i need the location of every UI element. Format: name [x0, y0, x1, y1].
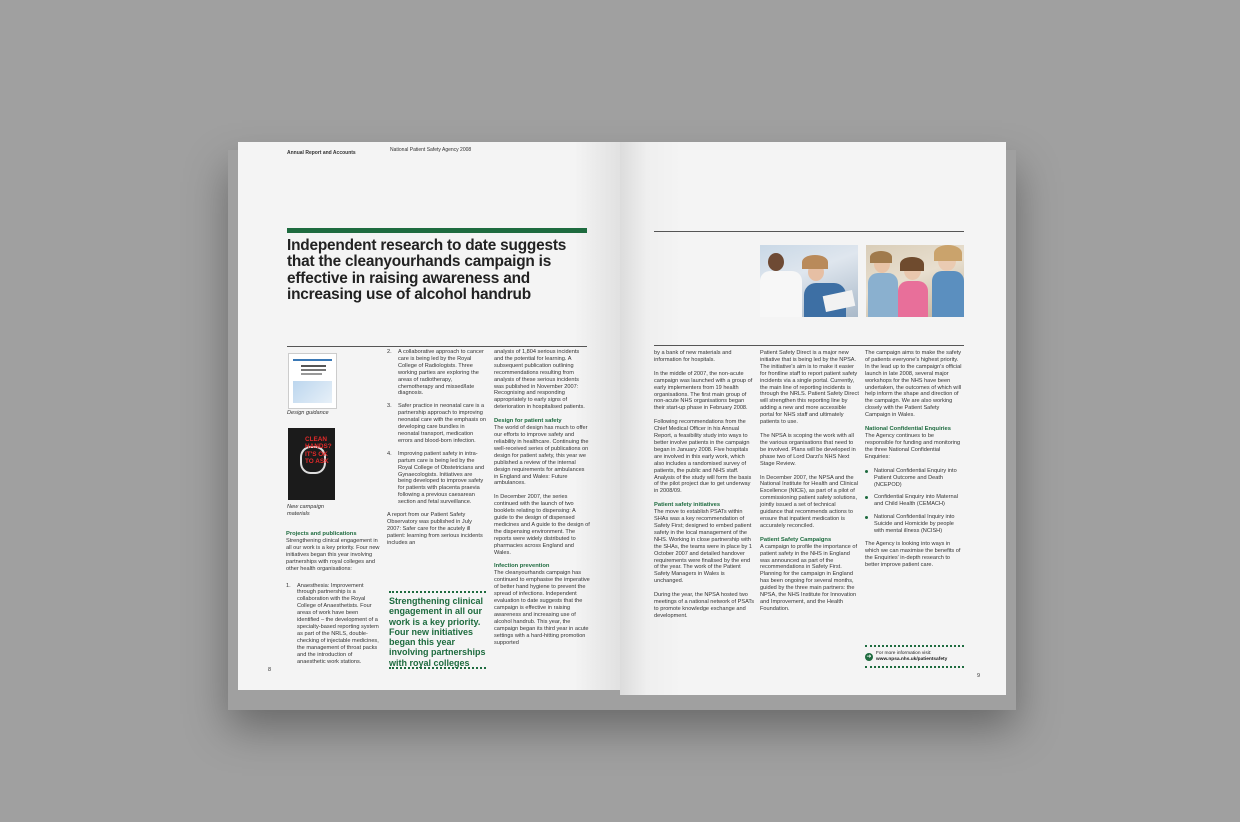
col3-heading: National Confidential Enquiries: [865, 426, 951, 433]
col1-paragraph: In the middle of 2007, the non-acute campaign was launched with a group of early implementers from 19 health organisations. The first main group of non-acute NHS organisations began their start-up phase in February 2008.: [654, 370, 753, 412]
section-rule: [654, 345, 964, 346]
arrow-right-icon: ➜: [866, 653, 872, 660]
photo-nurses: [866, 245, 964, 317]
col2-paragraph: A report from our Patient Safety Observatory was published in July 2007: Safer care for the acutely ill patient: learning from serious incidents includes an: [387, 512, 483, 546]
col3-paragraph: The Agency continues to be responsible for funding and monitoring the three National Confidential Enquiries:: [865, 433, 961, 460]
pull-quote-rule-top: [389, 591, 486, 593]
cover2-text: CLEAN HANDS? IT'S OK TO ASK: [305, 436, 332, 466]
photo-doctor-patient: [760, 245, 858, 317]
col1-intro: Strengthening clinical engagement in all our work is a key priority. Four new initiatives began this year involving partnerships with royal colleges and other health organisations:: [286, 538, 380, 572]
left-column-1: [286, 531, 382, 671]
list-item: 2. A collaborative approach to cancer care is being led by the Royal College of Radiologists. Three working parties are exploring the areas of radiotherapy, chemotherapy and missed/late diagnosis.: [387, 349, 484, 397]
more-info-rule-bottom: [865, 666, 964, 668]
col2-paragraph: Patient Safety Direct is a major new initiative that is being led by the NPSA. The initiative's aim is to make it easier for frontline staff to report patient safety incidents via a single portal. Currently, the main line of reporting incidents is through the NRLS. Patient Safety Direct will strengthen this reporting line by adding a new and more accessible portal for NHS staff and ultimately patients to use.: [760, 350, 859, 426]
headline-rule: [287, 228, 587, 233]
cover1-caption: Design guidance: [287, 410, 329, 416]
bullet-item: Confidential Enquiry into Maternal and Child Health (CEMACH): [865, 494, 964, 508]
col2-paragraph: The NPSA is scoping the work with all the various organisations that need to be involved. Plans will be developed in phase two of Lord Darzi's NHS Next Stage Review.: [760, 432, 856, 467]
page-number: 8: [268, 667, 272, 673]
col1-paragraph: The move to establish PSATs within SHAs was a key recommendation of Safety First; designed to embed patient safety in the local management of the NHS. Working in close partnership with the SHAs, the teams were in place by 1 October 2007 and detailed handover requirements were finalised by the end of the year. The work of the Patient Safety Managers in Wales is unchanged.: [654, 509, 752, 585]
col1-paragraph: by a bank of new materials and information for hospitals.: [654, 350, 732, 363]
col3-paragraph: analysis of 1,804 serious incidents and the potential for learning. A subsequent publication outlining recommendations resulting from analysis of these serious incidents was published in November 2007: Recognising and responding appropriately to early signs of deterioration in hospitalised patients.: [494, 349, 585, 411]
col3-paragraph: The world of design has much to offer our efforts to improve safety and reliability in healthcare. Continuing the well-received series of publications on design for patient safety, this year we published a review of the internal design requirements for ambulances in England and Wales: Future ambulances.: [494, 425, 589, 487]
pull-quote-rule-bottom: [389, 667, 486, 669]
col1-heading: Patient safety initiatives: [654, 502, 721, 509]
page-headline: Independent research to date suggests that the cleanyourhands campaign is effective in raising awareness and increasing use of alcohol handrub: [287, 237, 567, 304]
col1-paragraph: During the year, the NPSA hosted two meetings of a national network of PSATs to promote knowledge exchange and development.: [654, 592, 755, 619]
running-head-bold: Annual Report and Accounts: [287, 150, 356, 156]
left-column-2: [387, 349, 486, 547]
col2-heading: Patient Safety Campaigns: [760, 536, 832, 543]
more-info-label: For more information visit:: [876, 651, 932, 656]
list-item: 4. Improving patient safety in intra-partum care is being led by the Royal College of Obstetricians and Gynaecologists. Initiatives are being developed to improve safety for patients with placenta praevia following a previous caesarean section and fetal surveillance.: [387, 450, 485, 506]
more-info-rule-top: [865, 645, 964, 647]
campaign-materials-cover: [288, 428, 335, 500]
right-column-3: [865, 350, 964, 569]
col1-paragraph: Following recommendations from the Chief Medical Officer in his Annual Report, a feasibility study into ways to better involve patients in the campaign began in January 2008. Five hospitals are involved in this early work, which also includes a randomised survey of patients, the public and NHS staff. Analysis of the study will form the basis of the pilot project due to get underway in 2008/09.: [654, 419, 752, 495]
running-head: National Patient Safety Agency 2008: [390, 147, 472, 153]
col3-heading: Infection prevention: [494, 563, 550, 570]
col3-paragraph: In December 2007, the series continued with the launch of two booklets relating to dispensing: A guide to the design of dispensed medicines and A guide to the design of the dispensing environment. The reports were widely distributed to pharmacies across England and Wales.: [494, 494, 590, 556]
section-rule: [287, 346, 587, 347]
list-item: 1. Anaesthesia: Improvement through partnership is a collaboration with the Royal College of Anaesthetists. Four areas of work have been identified – the development of a specialty-based reporting system as part of the NRLS, double-checking of injectable medicines, the management of throat packs and the introduction of anaesthetic work stations.: [286, 582, 379, 665]
right-page: [620, 142, 1006, 695]
col3-paragraph: The Agency is looking into ways in which we can maximise the benefits of the Enquiries' in-depth research to better improve patient care.: [865, 540, 961, 568]
cover2-caption: New campaign materials: [287, 504, 324, 517]
col2-paragraph: A campaign to profile the importance of patient safety in the NHS in England was announced as part of the recommendations in Safety First. Planning for the campaign in England has been ongoing for several months, guided by the three main partners: the NPSA, the NHS Institute for Innovation and Improvement, and the Health Foundation.: [760, 543, 858, 612]
pull-quote: Strengthening clinical engagement in all our work is a key priority. Four new initiatives began this year involving partnerships with royal colleges: [389, 596, 486, 668]
right-column-2: [760, 350, 859, 613]
more-info-box: [865, 651, 964, 663]
col2-paragraph: In December 2007, the NPSA and the National Institute for Health and Clinical Excellence (NICE), as part of a pilot of commissioning patient safety solutions, jointly issued a set of technical guidance that recommends actions to ensure that inpatient medication is accurately reconciled.: [760, 474, 858, 529]
col3-paragraph: The campaign aims to make the safety of patients everyone's highest priority. In the lead up to the campaign's official launch in late 2008, several major workshops for the NHS have been undertaken, the outcomes of which will help inform the shape and direction of the campaign. We are also working closely with the Patient Safety Campaign in Wales.: [865, 350, 962, 419]
bullet-item: National Confidential Inquiry into Suicide and Homicide by people with mental illness (NCISH): [865, 514, 964, 535]
col3-paragraph: The cleanyourhands campaign has continued to emphasise the imperative of better hand hygiene to prevent the spread of infections. Independent evaluation to date suggests that the campaign is effective in raising awareness and increasing use of alcohol handrub. This year, the campaign began its third year in acute settings with a hard-hitting promotion supported: [494, 570, 590, 646]
bullet-item: National Confidential Enquiry into Patient Outcome and Death (NCEPOD): [865, 468, 964, 489]
left-column-3: [494, 349, 590, 646]
col3-heading: Design for patient safety: [494, 418, 562, 425]
page-number: 9: [977, 673, 981, 679]
left-page: [238, 142, 620, 690]
design-guidance-cover: [288, 353, 337, 409]
list-item: 3. Safer practice in neonatal care is a partnership approach to improving neonatal care with the emphasis on developing care bundles in neonatal transport, medication errors and blood-born infection.: [387, 403, 487, 444]
more-info-link[interactable]: www.npsa.nhs.uk/patientsafety: [876, 656, 948, 662]
right-column-1: [654, 350, 754, 620]
col1-heading: Projects and publications: [286, 531, 357, 537]
top-rule: [654, 231, 964, 232]
